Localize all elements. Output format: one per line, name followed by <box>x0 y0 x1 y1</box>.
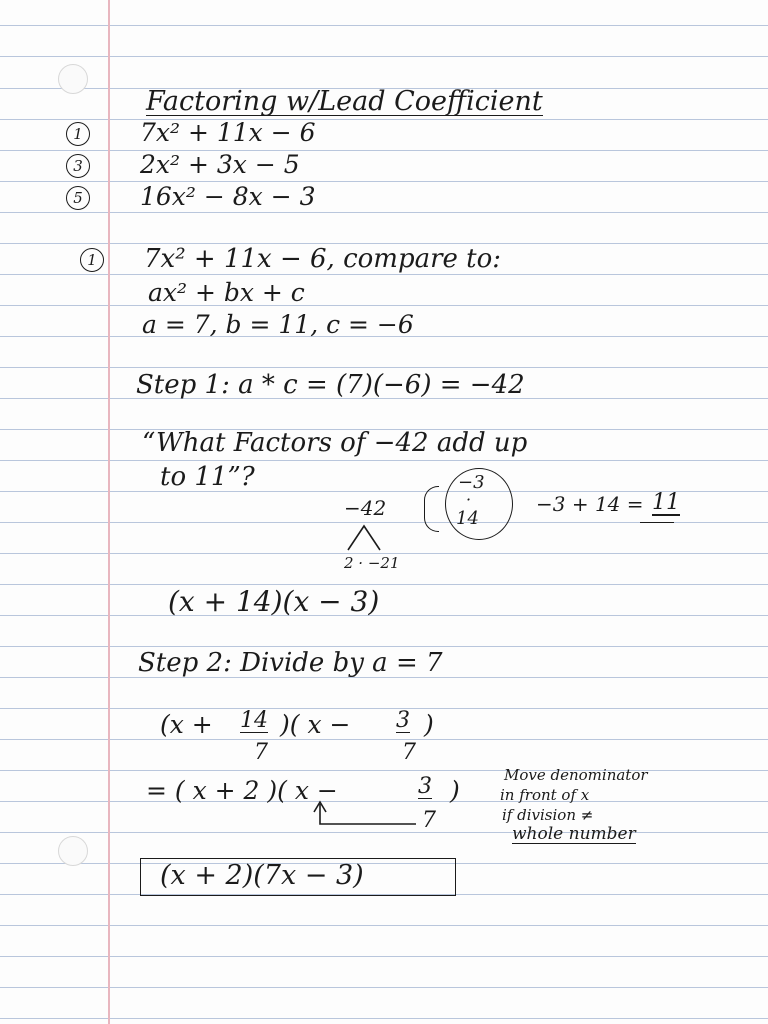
problem-number-text: 1 <box>73 124 83 143</box>
divided-factors-open: (x + <box>160 710 213 739</box>
divided-factors-close: ) <box>424 710 434 739</box>
note-line: Move denominator <box>504 766 648 784</box>
problem-number <box>66 122 90 146</box>
problem-number-text: 3 <box>73 156 83 175</box>
final-answer: (x + 2)(7x − 3) <box>160 860 364 891</box>
grouping-bracket <box>424 486 439 532</box>
problem-number-text: 5 <box>73 188 83 207</box>
reduced-denominator: 7 <box>422 808 436 833</box>
compare-line: 7x² + 11x − 6, compare to: <box>144 244 502 274</box>
worked-problem-number-text: 1 <box>87 250 97 269</box>
problem-expression: 16x² − 8x − 3 <box>140 182 316 211</box>
divided-denominator-1: 7 <box>254 740 268 765</box>
divided-numerator-2: 3 <box>396 708 410 733</box>
worked-problem-number <box>80 248 104 272</box>
binder-hole <box>58 836 88 866</box>
divided-numerator-1: 14 <box>240 708 268 733</box>
divided-factors-middle: )( x − <box>280 710 351 739</box>
result-double-underline <box>640 522 674 523</box>
coefficients-line: a = 7, b = 11, c = −6 <box>142 310 414 339</box>
page-title: Factoring w/Lead Coefficient <box>146 86 543 117</box>
problem-expression: 7x² + 11x − 6 <box>140 118 316 147</box>
question-line-continued: to 11”? <box>160 462 255 492</box>
factor-bottom: 14 <box>456 508 479 529</box>
general-form-line: ax² + bx + c <box>148 278 305 307</box>
question-line: “What Factors of −42 add up <box>142 428 528 458</box>
factor-dot: · <box>466 490 472 509</box>
reduced-factors: = ( x + 2 )( x − <box>146 776 338 805</box>
binder-hole <box>58 64 88 94</box>
problem-expression: 2x² + 3x − 5 <box>140 150 300 179</box>
reduced-numerator: 3 <box>418 774 432 799</box>
factor-sum: −3 + 14 = <box>536 492 644 516</box>
move-denominator-arrow <box>308 800 428 830</box>
problem-number <box>66 186 90 210</box>
factor-tree-pair: 2 · −21 <box>344 554 400 572</box>
reduced-close: ) <box>450 776 460 805</box>
product-value: −42 <box>344 496 387 520</box>
divided-denominator-2: 7 <box>402 740 416 765</box>
note-line: in front of x <box>500 786 590 804</box>
step-1-line: Step 1: a * c = (7)(−6) = −42 <box>136 370 525 400</box>
note-line-emphasis: whole number <box>512 824 636 844</box>
note-line: if division ≠ <box>502 806 594 824</box>
factor-tree-branches <box>340 520 390 554</box>
trial-factors: (x + 14)(x − 3) <box>168 585 380 618</box>
factor-sum-result: 11 <box>652 490 680 515</box>
margin-line <box>108 0 110 1024</box>
problem-number <box>66 154 90 178</box>
factor-top: −3 <box>458 472 485 493</box>
step-2-line: Step 2: Divide by a = 7 <box>138 648 443 678</box>
